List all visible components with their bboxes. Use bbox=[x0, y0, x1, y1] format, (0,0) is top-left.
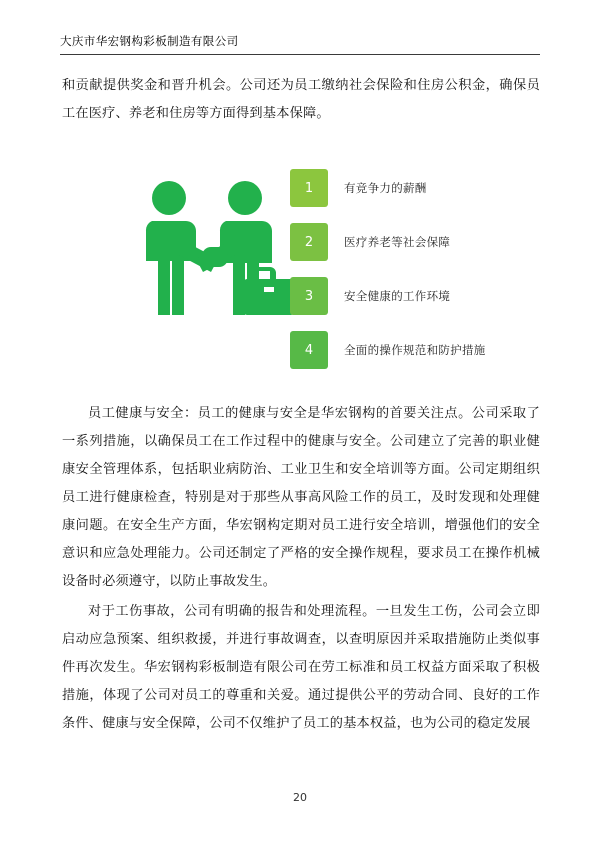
item-label-1: 有竞争力的薪酬 bbox=[344, 181, 427, 195]
page-number: 20 bbox=[293, 791, 307, 804]
header-divider bbox=[60, 54, 540, 55]
page-footer bbox=[0, 786, 600, 805]
list-item bbox=[290, 169, 546, 207]
paragraph-accident-process: 对于工伤事故，公司有明确的报告和处理流程。一旦发生工伤，公司会立即启动应急预案、组织救援，并进行事故调查，以查明原因并采取措施防止类似事件再次发生。华宏钢构彩板制造有限公司在劳工标准和员工权益方面采取了积极措施，体现了公司对员工的尊重和关爱。通过提供公平的劳动合同、良好的工作条件、健康与安全保障，公司不仅维护了员工的基本权益，也为公司的稳定发展 bbox=[62, 604, 540, 731]
list-item bbox=[290, 277, 546, 315]
content-top bbox=[62, 72, 540, 128]
paragraph-top: 和贡献提供奖金和晋升机会。公司还为员工缴纳社会保险和住房公积金，确保员工在医疗、养老和住房等方面得到基本保障。 bbox=[62, 78, 540, 121]
item-number-4: 4 bbox=[290, 331, 328, 369]
page-header bbox=[60, 34, 540, 60]
benefits-list bbox=[290, 169, 546, 385]
paragraph-health-safety: 员工健康与安全：员工的健康与安全是华宏钢构的首要关注点。公司采取了一系列措施，以确保员工在工作过程中的健康与安全。公司建立了完善的职业健康安全管理体系，包括职业病防治、工业卫生和安全培训等方面。公司定期组织员工进行健康检查，特别是对于那些从事高风险工作的员工，及时发现和处理健康问题。在安全生产方面，华宏钢构定期对员工进行安全培训，增强他们的安全意识和应急处理能力。公司还制定了严格的安全操作规程，要求员工在操作机械设备时必须遵守，以防止事故发生。 bbox=[62, 406, 540, 589]
item-label-2: 医疗养老等社会保障 bbox=[344, 235, 451, 249]
item-number-3: 3 bbox=[290, 277, 328, 315]
infographic-block bbox=[62, 155, 540, 375]
item-label-4: 全面的操作规范和防护措施 bbox=[344, 343, 486, 357]
list-item bbox=[290, 223, 546, 261]
handshake-people-illustration bbox=[122, 167, 312, 357]
content-bottom bbox=[62, 400, 540, 738]
list-item bbox=[290, 331, 546, 369]
item-label-3: 安全健康的工作环境 bbox=[344, 289, 451, 303]
item-number-2: 2 bbox=[290, 223, 328, 261]
header-company-name: 大庆市华宏钢构彩板制造有限公司 bbox=[60, 34, 239, 48]
item-number-1: 1 bbox=[290, 169, 328, 207]
